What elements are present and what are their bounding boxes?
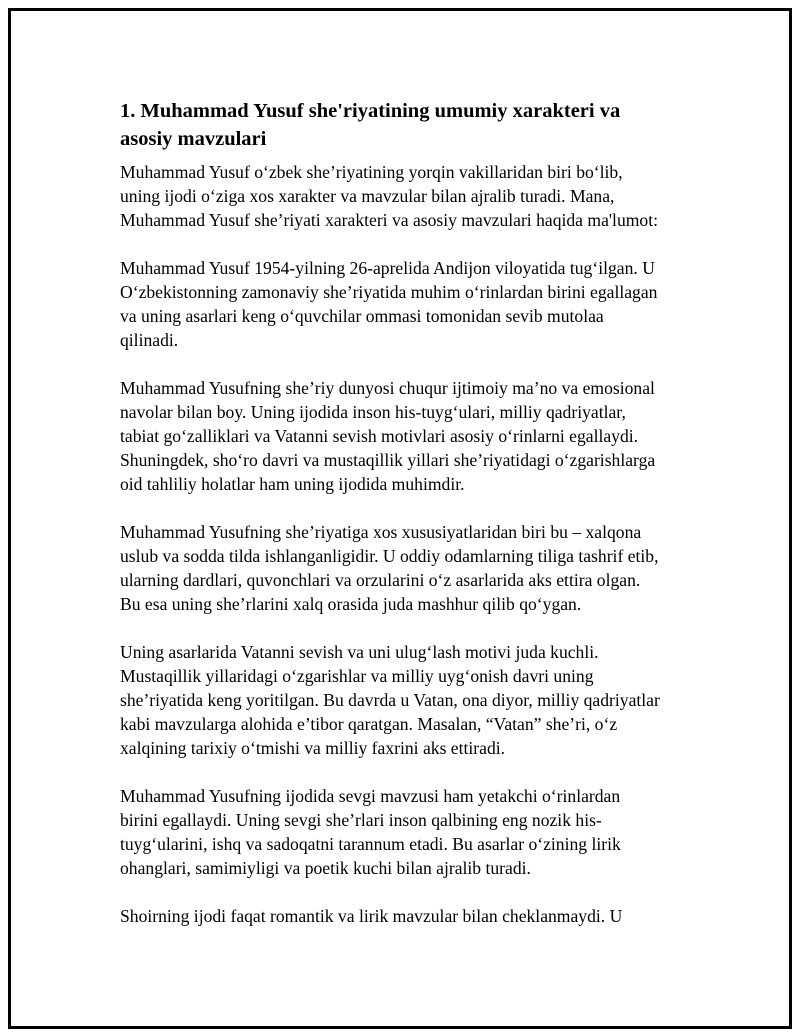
text-line: ohanglari, samimiyligi va poetik kuchi bilan ajralib turadi. <box>120 858 531 878</box>
text-line: va uning asarlari keng o‘quvchilar ommasi tomonidan sevib mutolaa <box>120 306 604 326</box>
text-line: Bu esa uning she’rlarini xalq orasida juda mashhur qilib qo‘ygan. <box>120 594 582 614</box>
text-line: Shoirning ijodi faqat romantik va lirik mavzular bilan cheklanmaydi. U <box>120 906 623 926</box>
text-line: Muhammad Yusufning she’riyatiga xos xususiyatlaridan biri bu – xalqona <box>120 522 642 542</box>
text-line: tabiat go‘zalliklari va Vatanni sevish motivlari asosiy o‘rinlarni egallaydi. <box>120 426 639 446</box>
heading-line: asosiy mavzulari <box>120 128 267 150</box>
paragraph-intro <box>120 160 705 232</box>
text-line: Muhammad Yusuf 1954-yilning 26-aprelida Andijon viloyatida tug‘ilgan. U <box>120 258 655 278</box>
heading-line: 1. Muhammad Yusuf she'riyatining umumiy xarakteri va <box>120 100 621 122</box>
text-line: she’riyatida keng yoritilgan. Bu davrda u Vatan, ona diyor, milliy qadriyatlar <box>120 690 660 710</box>
text-line: birini egallaydi. Uning sevgi she’rlari inson qalbining eng nozik his- <box>120 810 602 830</box>
text-line: uslub va sodda tilda ishlanganligidir. U oddiy odamlarning tiliga tashrif etib, <box>120 546 659 566</box>
paragraph-folk-style <box>120 520 705 616</box>
text-line: ularning dardlari, quvonchlari va orzularini o‘z asarlarida aks ettira olgan. <box>120 570 641 590</box>
text-line: Uning asarlarida Vatanni sevish va uni ulug‘lash motivi juda kuchli. <box>120 642 599 662</box>
section-heading <box>120 97 705 153</box>
text-line: Muhammad Yusuf she’riyati xarakteri va asosiy mavzulari haqida ma'lumot: <box>120 210 659 230</box>
text-line: O‘zbekistonning zamonaviy she’riyatida muhim o‘rinlardan birini egallagan <box>120 282 658 302</box>
paragraph-poetic-world <box>120 376 705 496</box>
text-line: Muhammad Yusufning ijodida sevgi mavzusi ham yetakchi o‘rinlardan <box>120 786 621 806</box>
paragraph-closing <box>120 904 705 928</box>
paragraph-biography <box>120 256 705 352</box>
text-line: navolar bilan boy. Uning ijodida inson his-tuyg‘ulari, milliy qadriyatlar, <box>120 402 626 422</box>
document-body <box>120 97 705 952</box>
text-line: Muhammad Yusuf o‘zbek she’riyatining yorqin vakillaridan biri bo‘lib, <box>120 162 623 182</box>
text-line: oid tahliliy holatlar ham uning ijodida muhimdir. <box>120 474 465 494</box>
text-line: xalqining tarixiy o‘tmishi va milliy faxrini aks ettiradi. <box>120 738 506 758</box>
text-line: tuyg‘ularini, ishq va sadoqatni tarannum etadi. Bu asarlar o‘zining lirik <box>120 834 621 854</box>
document-page <box>8 8 792 1029</box>
text-line: Mustaqillik yillaridagi o‘zgarishlar va milliy uyg‘onish davri uning <box>120 666 594 686</box>
text-line: kabi mavzularga alohida e’tibor qaratgan. Masalan, “Vatan” she’ri, o‘z <box>120 714 618 734</box>
text-line: Muhammad Yusufning she’riy dunyosi chuqur ijtimoiy ma’no va emosional <box>120 378 655 398</box>
paragraph-homeland <box>120 640 705 760</box>
text-line: Shuningdek, sho‘ro davri va mustaqillik yillari she’riyatidagi o‘zgarishlarga <box>120 450 656 470</box>
text-line: qilinadi. <box>120 330 179 350</box>
text-line: uning ijodi o‘ziga xos xarakter va mavzular bilan ajralib turadi. Mana, <box>120 186 615 206</box>
paragraph-love-theme <box>120 784 705 880</box>
